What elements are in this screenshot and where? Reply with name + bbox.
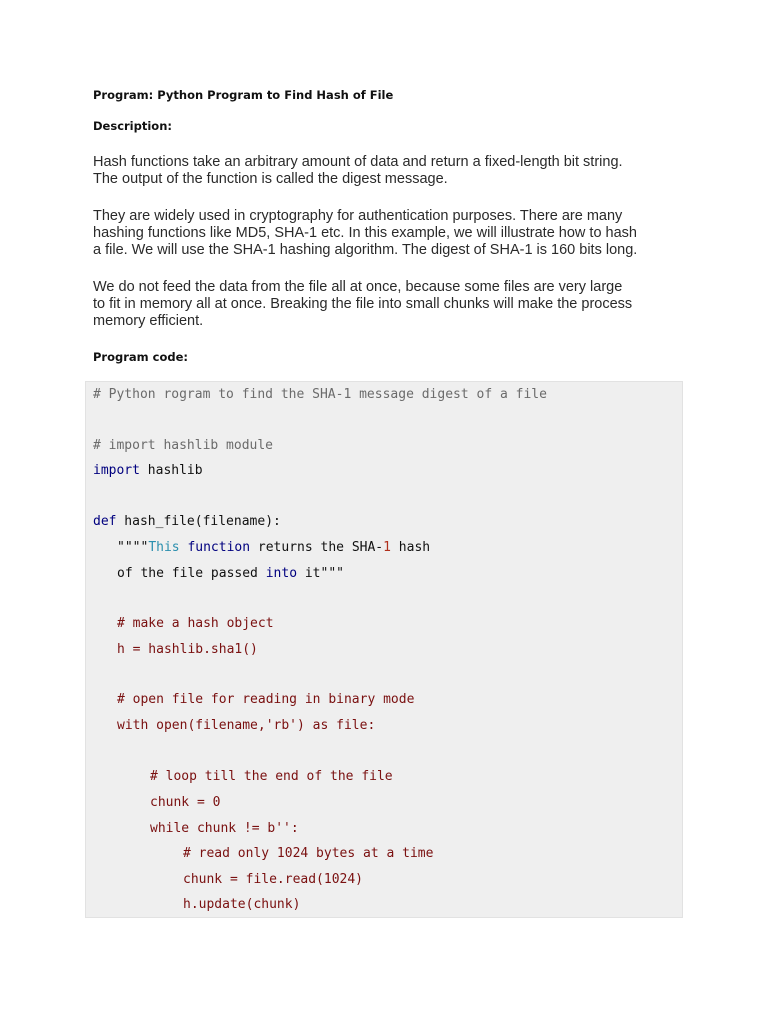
code-docstring-line xyxy=(117,566,344,582)
code-line: h = hashlib.sha1() xyxy=(117,642,258,657)
code-text: of the file passed xyxy=(117,566,266,581)
code-comment-line: # Python rogram to find the SHA-1 message digest of a file xyxy=(93,387,547,402)
code-def-line xyxy=(93,514,281,530)
code-line: h.update(chunk) xyxy=(183,897,301,912)
description-heading: Description: xyxy=(93,119,172,133)
code-comment-line: # import hashlib module xyxy=(93,438,274,453)
code-comment-line: # make a hash object xyxy=(117,616,274,631)
paragraph-line: to fit in memory all at once. Breaking the file into small chunks will make the process xyxy=(93,296,633,312)
code-text: hash_file(filename): xyxy=(116,514,281,529)
code-line: while chunk != b'': xyxy=(150,821,299,836)
code-number: 1 xyxy=(383,540,391,555)
paragraph-line: memory efficient. xyxy=(93,313,204,329)
paragraph-line: hashing functions like MD5, SHA-1 etc. In this example, we will illustrate how to hash xyxy=(93,225,637,241)
paragraph-line: They are widely used in cryptography for authentication purposes. There are many xyxy=(93,208,623,224)
code-block xyxy=(85,381,683,918)
paragraph-line: Hash functions take an arbitrary amount of data and return a fixed-length bit string. xyxy=(93,154,623,170)
code-comment-line: # open file for reading in binary mode xyxy=(117,692,415,707)
code-comment-line: # read only 1024 bytes at a time xyxy=(183,846,434,861)
program-title: Program: Python Program to Find Hash of File xyxy=(93,88,394,102)
paragraph-cryptography xyxy=(93,208,693,259)
code-text: returns the SHA- xyxy=(250,540,384,555)
code-line: chunk = file.read(1024) xyxy=(183,872,364,887)
code-keyword: def xyxy=(93,514,117,529)
code-text: hashlib xyxy=(139,463,203,478)
code-text: it""" xyxy=(297,566,344,581)
code-line: chunk = 0 xyxy=(150,795,221,810)
program-code-heading: Program code: xyxy=(93,350,188,364)
paragraph-chunks xyxy=(93,279,693,330)
paragraph-line: We do not feed the data from the file all at once, because some files are very large xyxy=(93,279,623,295)
code-text: hash xyxy=(390,540,431,555)
code-keyword: This xyxy=(148,540,180,555)
code-keyword: function xyxy=(187,540,251,555)
code-import-line xyxy=(93,463,203,479)
paragraph-line: The output of the function is called the digest message. xyxy=(93,171,448,187)
code-line: with open(filename,'rb') as file: xyxy=(117,718,376,733)
paragraph-line: a file. We will use the SHA-1 hashing algorithm. The digest of SHA-1 is 160 bits long. xyxy=(93,242,638,258)
code-comment-line: # loop till the end of the file xyxy=(150,769,393,784)
code-docstring-line xyxy=(117,540,430,556)
code-keyword: into xyxy=(265,566,298,581)
code-text: """" xyxy=(117,540,149,555)
code-keyword: import xyxy=(93,463,140,478)
paragraph-hash-functions xyxy=(93,154,693,188)
